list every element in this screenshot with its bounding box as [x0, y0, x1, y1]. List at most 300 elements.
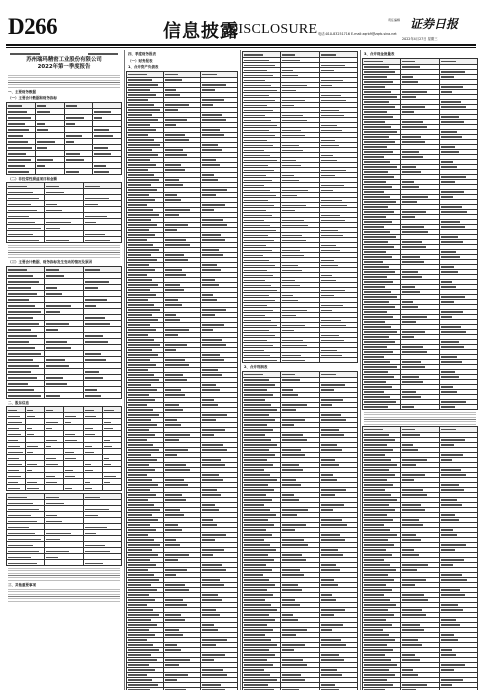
cell-text-placeholder	[27, 410, 33, 412]
cell-text-placeholder	[46, 240, 69, 242]
cell-text-placeholder	[128, 559, 150, 561]
cell-text-placeholder	[128, 624, 157, 626]
cell-text-placeholder	[364, 96, 397, 98]
cell-text-placeholder	[441, 579, 467, 581]
cell-text-placeholder	[282, 315, 295, 317]
cell-text-placeholder	[244, 484, 268, 486]
cell-text-placeholder	[441, 121, 464, 123]
table-cell	[64, 168, 93, 174]
cell-text-placeholder	[128, 84, 158, 86]
cell-text-placeholder	[282, 509, 308, 511]
cell-text-placeholder	[165, 139, 189, 141]
cell-text-placeholder	[402, 111, 413, 113]
cell-text-placeholder	[364, 266, 389, 268]
cell-text-placeholder	[321, 554, 343, 556]
cell-text-placeholder	[321, 689, 340, 690]
cell-text-placeholder	[8, 269, 27, 271]
cell-text-placeholder	[244, 300, 275, 302]
cell-text-placeholder	[364, 469, 389, 471]
cell-text-placeholder	[441, 654, 457, 656]
cell-text-placeholder	[46, 359, 64, 361]
cell-text-placeholder	[402, 291, 420, 293]
table-cell	[201, 687, 238, 690]
cell-text-placeholder	[165, 529, 182, 531]
cell-text-placeholder	[244, 185, 264, 187]
cell-text-placeholder	[244, 105, 267, 107]
cell-text-placeholder	[321, 280, 337, 282]
cell-text-placeholder	[165, 689, 186, 690]
cell-text-placeholder	[282, 619, 298, 621]
cell-text-placeholder	[364, 386, 392, 388]
notice-paragraph	[364, 412, 476, 425]
cell-text-placeholder	[441, 439, 466, 441]
table-row	[243, 687, 358, 690]
cell-text-placeholder	[128, 359, 150, 361]
cell-text-placeholder	[165, 304, 182, 306]
cell-text-placeholder	[321, 355, 342, 357]
cell-text-placeholder	[364, 186, 392, 188]
cell-text-placeholder	[8, 317, 33, 319]
cell-text-placeholder	[8, 452, 23, 454]
cell-text-placeholder	[321, 549, 338, 551]
cell-text-placeholder	[441, 311, 464, 313]
cell-text-placeholder	[128, 399, 155, 401]
cell-text-placeholder	[364, 624, 392, 626]
cell-text-placeholder	[46, 515, 57, 517]
cell-text-placeholder	[37, 105, 47, 107]
cell-text-placeholder	[202, 654, 225, 656]
cell-text-placeholder	[244, 374, 263, 376]
cell-text-placeholder	[244, 245, 266, 247]
cell-text-placeholder	[244, 454, 275, 456]
cell-text-placeholder	[244, 574, 263, 576]
cell-text-placeholder	[27, 446, 38, 448]
cell-text-placeholder	[104, 458, 110, 460]
section-heading: （二）非经常性损益项目和金额	[8, 176, 57, 181]
cell-text-placeholder	[282, 514, 296, 516]
cell-text-placeholder	[66, 159, 84, 161]
cell-text-placeholder	[441, 474, 466, 476]
cell-text-placeholder	[128, 189, 157, 191]
cell-text-placeholder	[441, 71, 466, 73]
cell-text-placeholder	[8, 515, 31, 517]
cell-text-placeholder	[85, 545, 105, 547]
cell-text-placeholder	[364, 131, 397, 133]
cell-text-placeholder	[128, 519, 158, 521]
column-3	[242, 50, 358, 690]
cell-text-placeholder	[244, 270, 267, 272]
report-header	[10, 52, 118, 71]
cell-text-placeholder	[202, 494, 221, 496]
cell-text-placeholder	[104, 482, 111, 484]
cell-text-placeholder	[282, 629, 307, 631]
cell-text-placeholder	[165, 629, 179, 631]
cell-text-placeholder	[244, 674, 270, 676]
cell-text-placeholder	[321, 110, 339, 112]
cell-text-placeholder	[66, 123, 76, 125]
cell-text-placeholder	[128, 549, 152, 551]
cell-text-placeholder	[441, 331, 466, 333]
cell-text-placeholder	[441, 161, 453, 163]
cell-text-placeholder	[128, 634, 155, 636]
cell-text-placeholder	[165, 524, 178, 526]
cell-text-placeholder	[128, 499, 148, 501]
cell-text-placeholder	[364, 654, 385, 656]
cell-text-placeholder	[128, 604, 147, 606]
cell-text-placeholder	[282, 589, 302, 591]
cell-text-placeholder	[128, 369, 148, 371]
cell-text-placeholder	[202, 549, 224, 551]
cell-text-placeholder	[165, 604, 187, 606]
cell-text-placeholder	[321, 340, 344, 342]
cell-text-placeholder	[46, 228, 59, 230]
cell-text-placeholder	[128, 139, 154, 141]
cell-text-placeholder	[441, 86, 464, 88]
cell-text-placeholder	[364, 156, 384, 158]
cell-text-placeholder	[244, 75, 273, 77]
cell-text-placeholder	[244, 469, 264, 471]
cell-text-placeholder	[165, 394, 185, 396]
cell-text-placeholder	[128, 129, 156, 131]
cell-text-placeholder	[85, 434, 96, 436]
cell-text-placeholder	[321, 160, 338, 162]
cell-text-placeholder	[128, 334, 148, 336]
cell-text-placeholder	[8, 365, 39, 367]
cell-text-placeholder	[402, 644, 422, 646]
cell-text-placeholder	[364, 151, 393, 153]
cell-text-placeholder	[128, 89, 150, 91]
cell-text-placeholder	[94, 135, 112, 137]
cell-text-placeholder	[244, 474, 270, 476]
cell-text-placeholder	[282, 544, 308, 546]
cell-text-placeholder	[364, 579, 394, 581]
cell-text-placeholder	[244, 335, 275, 337]
cell-text-placeholder	[244, 624, 267, 626]
cell-text-placeholder	[282, 569, 299, 571]
cell-text-placeholder	[46, 341, 66, 343]
cell-text-placeholder	[165, 194, 177, 196]
cell-text-placeholder	[27, 434, 34, 436]
cell-text-placeholder	[282, 180, 299, 182]
cell-text-placeholder	[244, 534, 272, 536]
cell-text-placeholder	[8, 305, 35, 307]
cell-text-placeholder	[37, 159, 53, 161]
cell-text-placeholder	[244, 604, 271, 606]
cell-text-placeholder	[402, 524, 423, 526]
cell-text-placeholder	[364, 406, 388, 408]
cell-text-placeholder	[165, 484, 188, 486]
cell-text-placeholder	[8, 539, 41, 541]
cell-text-placeholder	[8, 434, 21, 436]
cell-text-placeholder	[85, 551, 110, 553]
cell-text-placeholder	[364, 514, 387, 516]
cell-text-placeholder	[244, 529, 266, 531]
cell-text-placeholder	[128, 664, 149, 666]
cell-text-placeholder	[402, 211, 426, 213]
table-cell	[243, 687, 281, 690]
cell-text-placeholder	[94, 165, 106, 167]
table-cell	[401, 404, 439, 409]
cell-text-placeholder	[321, 235, 343, 237]
cell-text-placeholder	[244, 110, 273, 112]
cell-text-placeholder	[104, 440, 110, 442]
cell-text-placeholder	[128, 219, 151, 221]
cell-text-placeholder	[202, 74, 217, 76]
cell-text-placeholder	[244, 509, 270, 511]
cell-text-placeholder	[27, 452, 33, 454]
cell-text-placeholder	[165, 424, 181, 426]
cell-text-placeholder	[364, 366, 397, 368]
cell-text-placeholder	[244, 265, 275, 267]
cell-text-placeholder	[128, 94, 156, 96]
cell-text-placeholder	[46, 539, 59, 541]
cell-text-placeholder	[8, 383, 28, 385]
cell-text-placeholder	[8, 141, 28, 143]
cell-text-placeholder	[128, 384, 151, 386]
cell-text-placeholder	[202, 629, 218, 631]
cell-text-placeholder	[244, 350, 264, 352]
cell-text-placeholder	[244, 429, 273, 431]
cell-text-placeholder	[321, 399, 344, 401]
cell-text-placeholder	[128, 689, 150, 690]
cell-text-placeholder	[202, 254, 223, 256]
cell-text-placeholder	[244, 330, 269, 332]
cell-text-placeholder	[321, 290, 346, 292]
cell-text-placeholder	[244, 305, 267, 307]
cell-text-placeholder	[364, 434, 389, 436]
cell-text-placeholder	[8, 464, 22, 466]
cell-text-placeholder	[244, 225, 270, 227]
cell-text-placeholder	[364, 569, 396, 571]
cell-text-placeholder	[282, 404, 307, 406]
cell-text-placeholder	[165, 494, 182, 496]
cell-text-placeholder	[364, 604, 396, 606]
cell-text-placeholder	[8, 147, 32, 149]
cell-text-placeholder	[364, 206, 388, 208]
cell-text-placeholder	[202, 419, 216, 421]
cell-text-placeholder	[8, 428, 19, 430]
cell-text-placeholder	[282, 409, 295, 411]
section-heading: （一）财务报表	[128, 58, 153, 63]
cell-text-placeholder	[321, 335, 339, 337]
cell-text-placeholder	[244, 145, 273, 147]
cell-text-placeholder	[282, 310, 307, 312]
cell-text-placeholder	[46, 557, 57, 559]
cell-text-placeholder	[364, 549, 386, 551]
cell-text-placeholder	[165, 344, 187, 346]
cell-text-placeholder	[441, 301, 454, 303]
cell-text-placeholder	[202, 269, 221, 271]
cell-text-placeholder	[202, 329, 213, 331]
cell-text-placeholder	[128, 434, 155, 436]
cell-text-placeholder	[165, 499, 186, 501]
cell-text-placeholder	[402, 306, 418, 308]
cell-text-placeholder	[165, 214, 179, 216]
cell-text-placeholder	[128, 279, 152, 281]
cell-text-placeholder	[364, 689, 385, 690]
section-heading: （三）主要会计数据、财务指标发生变动的情况及原因	[8, 260, 92, 265]
cell-text-placeholder	[104, 446, 113, 448]
cell-text-placeholder	[46, 521, 62, 523]
cell-text-placeholder	[282, 115, 302, 117]
table-grid	[242, 371, 358, 691]
cell-text-placeholder	[244, 100, 275, 102]
cell-text-placeholder	[202, 234, 221, 236]
cell-text-placeholder	[364, 221, 392, 223]
cell-text-placeholder	[165, 94, 180, 96]
table-cell	[83, 392, 121, 398]
cell-text-placeholder	[441, 559, 465, 561]
cell-text-placeholder	[165, 104, 189, 106]
cell-text-placeholder	[244, 90, 277, 92]
cell-text-placeholder	[128, 574, 154, 576]
cell-text-placeholder	[364, 106, 395, 108]
cell-text-placeholder	[202, 129, 220, 131]
cell-text-placeholder	[321, 350, 337, 352]
cell-text-placeholder	[244, 315, 265, 317]
cell-text-placeholder	[165, 379, 187, 381]
cell-text-placeholder	[402, 444, 413, 446]
cell-text-placeholder	[85, 353, 101, 355]
cell-text-placeholder	[364, 509, 395, 511]
cell-text-placeholder	[364, 316, 393, 318]
section-heading: 四、季度财务报表	[128, 52, 156, 56]
cell-text-placeholder	[402, 609, 421, 611]
cell-text-placeholder	[8, 470, 19, 472]
cell-text-placeholder	[402, 181, 414, 183]
cell-text-placeholder	[46, 365, 69, 367]
cell-text-placeholder	[282, 250, 299, 252]
cell-text-placeholder	[165, 314, 176, 316]
cell-text-placeholder	[128, 644, 153, 646]
cell-text-placeholder	[46, 464, 57, 466]
cell-text-placeholder	[244, 170, 274, 172]
cell-text-placeholder	[128, 684, 158, 686]
cell-text-placeholder	[244, 310, 273, 312]
table-row	[127, 687, 238, 690]
cell-text-placeholder	[85, 186, 101, 188]
cell-text-placeholder	[8, 422, 22, 424]
cell-text-placeholder	[165, 574, 176, 576]
notice-paragraph	[8, 245, 120, 258]
table-cell	[127, 687, 164, 690]
cell-text-placeholder	[128, 419, 151, 421]
cell-text-placeholder	[128, 114, 152, 116]
cell-text-placeholder	[321, 479, 338, 481]
cell-text-placeholder	[364, 91, 391, 93]
cell-text-placeholder	[282, 285, 300, 287]
cell-text-placeholder	[202, 284, 219, 286]
cell-text-placeholder	[364, 126, 391, 128]
cell-text-placeholder	[321, 230, 338, 232]
cell-text-placeholder	[8, 111, 27, 113]
table-cell	[64, 485, 83, 491]
section-heading: 三、其他重要事项	[8, 583, 36, 588]
cell-text-placeholder	[321, 594, 332, 596]
cell-text-placeholder	[244, 95, 269, 97]
cell-text-placeholder	[321, 444, 337, 446]
cell-text-placeholder	[282, 494, 294, 496]
cell-text-placeholder	[128, 379, 159, 381]
cell-text-placeholder	[202, 89, 215, 91]
cell-text-placeholder	[244, 355, 270, 357]
column-4	[362, 50, 478, 690]
table-cell	[439, 404, 477, 409]
cell-text-placeholder	[85, 317, 105, 319]
cell-text-placeholder	[165, 254, 184, 256]
cell-text-placeholder	[282, 190, 308, 192]
cell-text-placeholder	[244, 539, 264, 541]
cell-text-placeholder	[441, 266, 454, 268]
balance-sheet-continued-table	[242, 51, 358, 363]
cell-text-placeholder	[321, 250, 341, 252]
cell-text-placeholder	[165, 329, 189, 331]
cell-text-placeholder	[282, 85, 307, 87]
cell-text-placeholder	[321, 404, 332, 406]
cell-text-placeholder	[244, 459, 267, 461]
cell-text-placeholder	[364, 256, 392, 258]
cell-text-placeholder	[364, 261, 383, 263]
report-title: 2022年第一季度报告	[37, 63, 91, 70]
cell-text-placeholder	[85, 240, 110, 242]
cell-text-placeholder	[8, 359, 33, 361]
cell-text-placeholder	[244, 619, 275, 621]
table-cell	[363, 687, 401, 690]
cell-text-placeholder	[85, 341, 108, 343]
cell-text-placeholder	[244, 379, 269, 381]
cell-text-placeholder	[27, 470, 32, 472]
cell-text-placeholder	[244, 414, 269, 416]
cell-text-placeholder	[441, 221, 460, 223]
cell-text-placeholder	[321, 429, 339, 431]
cell-text-placeholder	[128, 204, 147, 206]
cell-text-placeholder	[282, 604, 300, 606]
cell-text-placeholder	[244, 609, 277, 611]
cell-text-placeholder	[202, 674, 227, 676]
cell-text-placeholder	[244, 190, 270, 192]
cell-text-placeholder	[244, 444, 277, 446]
cell-text-placeholder	[321, 669, 337, 671]
cell-text-placeholder	[85, 470, 94, 472]
cell-text-placeholder	[165, 199, 181, 201]
notice-paragraph	[8, 589, 120, 602]
cell-text-placeholder	[202, 134, 224, 136]
cell-text-placeholder	[364, 191, 384, 193]
cell-text-placeholder	[128, 179, 159, 181]
cell-text-placeholder	[244, 514, 276, 516]
cell-text-placeholder	[364, 589, 392, 591]
cell-text-placeholder	[128, 194, 149, 196]
cell-text-placeholder	[441, 136, 462, 138]
cell-text-placeholder	[441, 519, 460, 521]
cell-text-placeholder	[128, 134, 148, 136]
cell-text-placeholder	[282, 689, 298, 690]
cell-text-placeholder	[46, 440, 56, 442]
cell-text-placeholder	[364, 341, 395, 343]
cell-text-placeholder	[244, 130, 269, 132]
cell-text-placeholder	[282, 175, 294, 177]
cell-text-placeholder	[282, 265, 297, 267]
cell-text-placeholder	[8, 240, 39, 242]
cell-text-placeholder	[85, 428, 93, 430]
cell-text-placeholder	[128, 244, 153, 246]
cell-text-placeholder	[165, 284, 180, 286]
cell-text-placeholder	[364, 449, 393, 451]
editor-credit: 责任编辑	[388, 18, 401, 22]
cell-text-placeholder	[364, 634, 389, 636]
cell-text-placeholder	[128, 614, 159, 616]
cell-text-placeholder	[321, 185, 345, 187]
